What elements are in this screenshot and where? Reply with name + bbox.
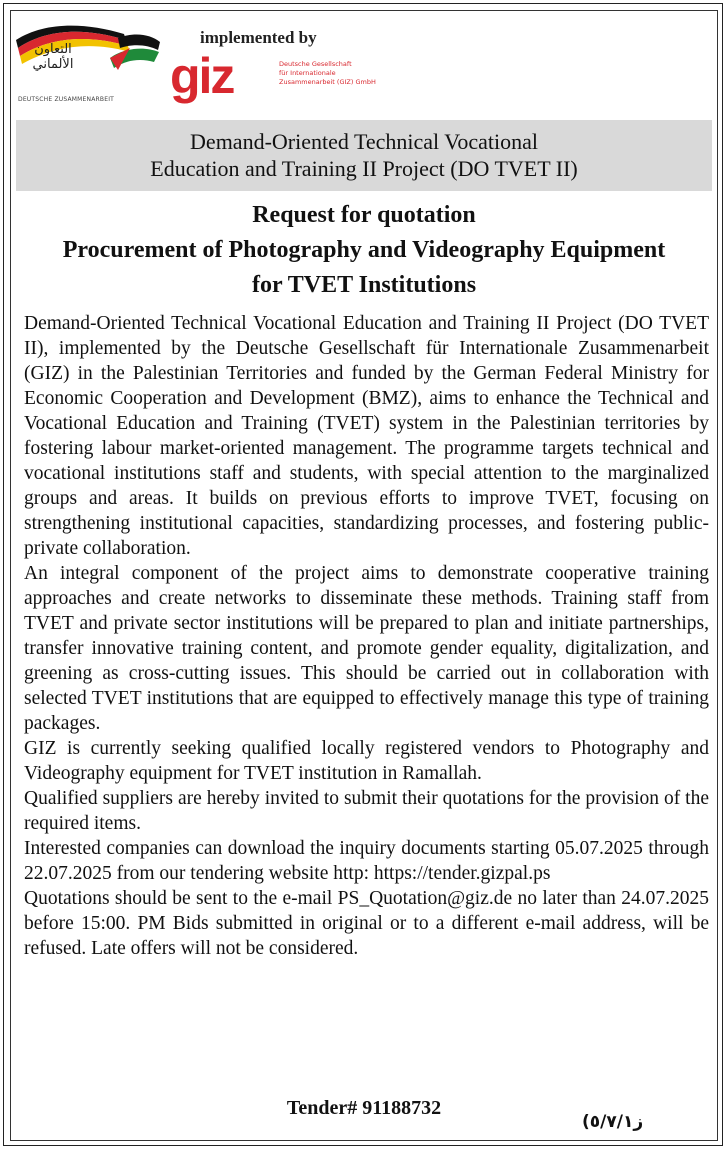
paragraph-project-overview: Demand-Oriented Technical Vocational Education and Training II Project (DO TVET II), implemented by the Deutsche Gesellschaft für Internationale Zusammenarbeit (GIZ) in the Palestinian Territories and funded by the German Federal Ministry for Economic Cooperation and Development (BMZ), aims to enhance the Technical and Vocational Education and Training (TVET) system in the Palestinian territories by fostering labour market-oriented management. The programme targets technical and vocational institutions staff and students, with special attention to the marginalized groups and areas. It builds on previous efforts to improve TVET, focusing on strengthening institutional capacities, standardizing processes, and fostering public-private collaboration.: [24, 313, 709, 559]
giz-desc-line: Zusammenarbeit (GIZ) GmbH: [279, 78, 376, 86]
project-name-line-2: Education and Training II Project (DO TVET II): [150, 156, 578, 181]
giz-desc-line: für Internationale: [279, 69, 336, 77]
announcement-body: [24, 311, 709, 961]
paragraph-invitation: Qualified suppliers are hereby invited to submit their quotations for the provision of the required items.: [24, 788, 709, 834]
project-name-band: [16, 120, 712, 191]
tender-number: Tender# 91188732: [286, 1097, 442, 1119]
paragraph-project-component: An integral component of the project aims to demonstrate cooperative training approaches and create networks to disseminate these methods. Training staff from TVET and private sector institutions will be prepared to plan and initiate partnerships, transfer innovative training content, and promote gender equality, digitalization, and greening as cross-cutting issues. This should be carried out in collaboration with selected TVET institutions that are equipped to effectively manage this type of training packages.: [24, 563, 709, 734]
paragraph-download-info: Interested companies can download the inquiry documents starting 05.07.2025 through 22.07.2025 from our tendering website http: https://tender.gizpal.ps: [24, 838, 709, 884]
rfq-title-line-2: Procurement of Photography and Videography Equipment: [62, 237, 666, 263]
giz-description: [279, 60, 409, 87]
paragraph-vendor-seeking: GIZ is currently seeking qualified locally registered vendors to Photography and Videography equipment for TVET institution in Ramallah.: [24, 738, 709, 784]
giz-desc-line: Deutsche Gesellschaft: [279, 60, 352, 68]
rfq-title-line-1: Request for quotation: [252, 202, 476, 228]
rfq-title: [16, 198, 712, 303]
project-name-line-1: Demand-Oriented Technical Vocational: [190, 129, 538, 154]
reference-code: ز٥/٧/١): [582, 1112, 644, 1132]
paragraph-submission-info: Quotations should be sent to the e-mail PS_Quotation@giz.de no later than 24.07.2025 before 15:00. PM Bids submitted in original or to a different e-mail address, will be refused. Late offers will not be considered.: [24, 888, 709, 959]
giz-logo: giz: [170, 48, 234, 104]
arabic-logo-text: التعاون الألماني: [32, 42, 74, 72]
rfq-title-line-3: for TVET Institutions: [251, 272, 477, 298]
implemented-by-label: implemented by: [200, 28, 317, 47]
deutsche-zusammenarbeit-text: DEUTSCHE ZUSAMMENARBEIT: [18, 96, 115, 103]
